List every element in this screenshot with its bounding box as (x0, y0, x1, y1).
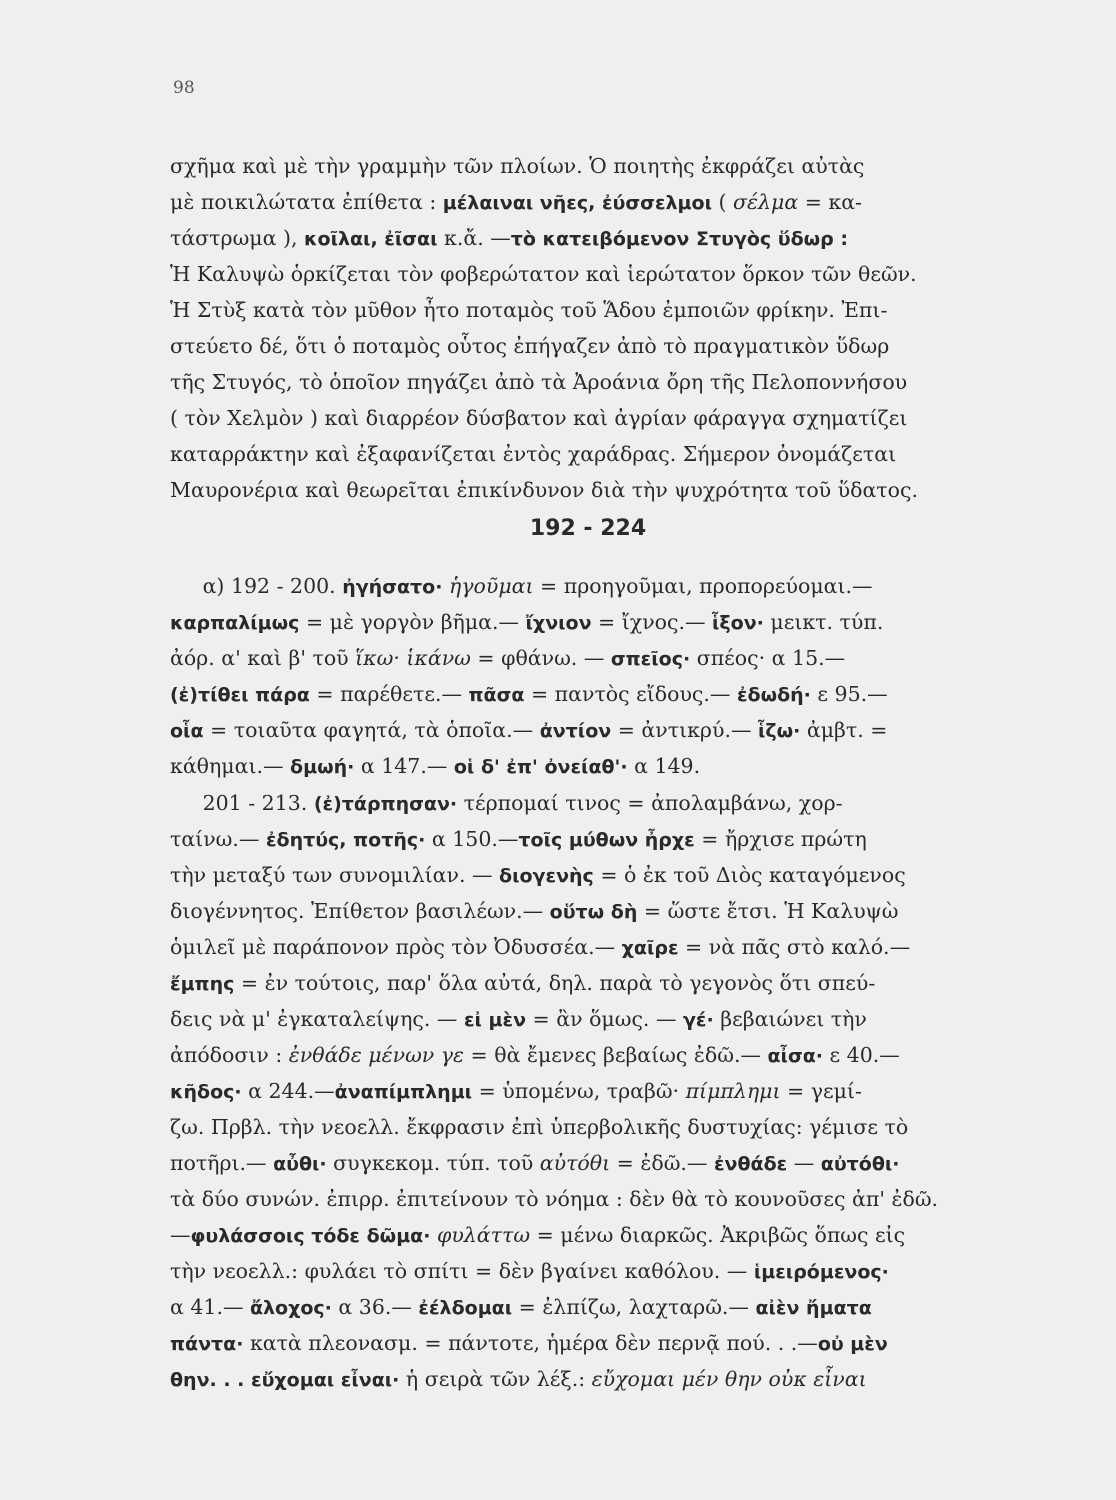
text-line: κάθημαι.— δμωή· α 147.— οἱ δ' ἐπ' ὀνείαθ'· α 149. (170, 754, 701, 778)
text-line: καρπαλίμως = μὲ γοργὸν βῆμα.— ἴχνιον = ἴχνος.— ἷξον· μεικτ. τύπ. (170, 610, 884, 634)
text-line: ταίνω.— ἐδητύς, ποτῆς· α 150.—τοῖς μύθων ἦρχε = ἤρχισε πρώτη (170, 827, 867, 851)
text-line: τῆς Στυγός, τὸ ὁποῖον πηγάζει ἀπὸ τὰ Ἀροάνια ὄρη τῆς Πελοποννήσου (170, 370, 908, 394)
text-line: μὲ ποικιλώτατα ἐπίθετα : μέλαιναι νῆες, ἐύσσελμοι ( σέλμα = κα- (170, 190, 862, 214)
text-line: στεύετο δέ, ὅτι ὁ ποταμὸς οὗτος ἐπήγαζεν ἀπὸ τὸ πραγματικὸν ὕδωρ (170, 334, 890, 358)
text-line: —φυλάσσοις τόδε δῶμα· φυλάττω = μένω διαρκῶς. Ἀκριβῶς ὅπως εἰς (170, 1223, 906, 1247)
text-line: ποτῆρι.— αὖθι· συγκεκομ. τύπ. τοῦ αὐτόθι = ἐδῶ.— ἐνθάδε — αὐτόθι· (170, 1151, 900, 1175)
text-line: σχῆμα καὶ μὲ τὴν γραμμὴν τῶν πλοίων. Ὁ ποιητὴς ἐκφράζει αὐτὰς (170, 154, 865, 178)
section-heading: 192 - 224 (529, 516, 647, 541)
text-line: δεις νὰ μ' ἐγκαταλείψης. — εἰ μὲν = ἂν ὅμως. — γέ· βεβαιώνει τὴν (170, 1007, 867, 1031)
text-line: ὁμιλεῖ μὲ παράπονον πρὸς τὸν Ὀδυσσέα.— χαῖρε = νὰ πᾶς στὸ καλό.— (170, 935, 911, 959)
text-line: α 41.— ἄλοχος· α 36.— ἐέλδομαι = ἐλπίζω, λαχταρῶ.— αἰὲν ἤματα (170, 1295, 872, 1319)
text-line: ἀπόδοσιν : ἐνθάδε μένων γε = θὰ ἔμενες βεβαίως ἐδῶ.— αἶσα· ε 40.— (170, 1043, 900, 1067)
text-line: ἀόρ. α' καὶ β' τοῦ ἵκω· ἱκάνω = φθάνω. — σπεῖος· σπέος· α 15.— (170, 646, 846, 670)
text-line: τὰ δύο συνών. ἐπιρρ. ἐπιτείνουν τὸ νόημα : δὲν θὰ τὸ κουνοῦσες ἀπ' ἐδῶ. (170, 1187, 939, 1211)
text-line: τὴν νεοελλ.: φυλάει τὸ σπίτι = δὲν βγαίνει καθόλου. — ἱμειρόμενος· (170, 1259, 889, 1283)
text-line: πάντα· κατὰ πλεονασμ. = πάντοτε, ἡμέρα δὲν περνᾷ πού. . .—οὐ μὲν (170, 1331, 888, 1355)
paragraph-201-213 (170, 785, 1012, 1397)
text-line: διογέννητος. Ἐπίθετον βασιλέων.— οὕτω δὴ = ὥστε ἔτσι. Ἡ Καλυψὼ (170, 899, 899, 923)
text-line: καταρράκτην καὶ ἐξαφανίζεται ἐντὸς χαράδρας. Σήμερον ὀνομάζεται (170, 442, 897, 466)
text-line: Ἡ Καλυψὼ ὁρκίζεται τὸν φοβερώτατον καὶ ἱερώτατον ὅρκον τῶν θεῶν. (170, 262, 917, 286)
text-line: κῆδος· α 244.—ἀναπίμπλημι = ὑπομένω, τραβῶ· πίμπλημι = γεμί- (170, 1079, 862, 1103)
paragraph-192-200 (170, 568, 1012, 784)
page-number: 98 (173, 78, 195, 98)
text-line: τάστρωμα ), κοῖλαι, ἐῖσαι κ.ἄ. —τὸ κατειβόμενον Στυγὸς ὕδωρ : (170, 226, 848, 250)
text-line: θην. . . εὔχομαι εἶναι· ἡ σειρὰ τῶν λέξ.: εὔχομαι μέν θην οὐκ εἶναι (170, 1367, 867, 1391)
text-line: τὴν μεταξύ των συνομιλίαν. — διογενὴς = ὁ ἐκ τοῦ Διὸς καταγόμενος (170, 863, 906, 887)
text-line: 201 - 213. (ἐ)τάρπησαν· τέρπομαί τινος = ἀπολαμβάνω, χορ- (170, 791, 843, 815)
paragraph-styx (170, 148, 1012, 508)
text-line: Ἡ Στὺξ κατὰ τὸν μῦθον ἦτο ποταμὸς τοῦ Ἅδου ἐμποιῶν φρίκην. Ἐπι- (170, 298, 888, 322)
text-line: ( τὸν Χελμὸν ) καὶ διαρρέον δύσβατον καὶ ἀγρίαν φάραγγα σχηματίζει (170, 406, 908, 430)
text-line: ζω. Πρβλ. τὴν νεοελλ. ἔκφρασιν ἐπὶ ὑπερβολικῆς δυστυχίας: γέμισε τὸ (170, 1115, 909, 1139)
text-line: (ἐ)τίθει πάρα = παρέθετε.— πᾶσα = παντὸς εἴδους.— ἐδωδή· ε 95.— (170, 682, 888, 706)
text-line: Μαυρονέρια καὶ θεωρεῖται ἐπικίνδυνον διὰ τὴν ψυχρότητα τοῦ ὕδατος. (170, 478, 918, 502)
text-line: οἷα = τοιαῦτα φαγητά, τὰ ὁποῖα.— ἀντίον = ἀντικρύ.— ἷζω· ἀμβτ. = (170, 718, 888, 742)
text-line: α) 192 - 200. ἠγήσατο· ἡγοῦμαι = προηγοῦμαι, προπορεύομαι.— (170, 574, 873, 598)
text-line: ἔμπης = ἐν τούτοις, παρ' ὅλα αὐτά, δηλ. παρὰ τὸ γεγονὸς ὅτι σπεύ- (170, 971, 876, 995)
